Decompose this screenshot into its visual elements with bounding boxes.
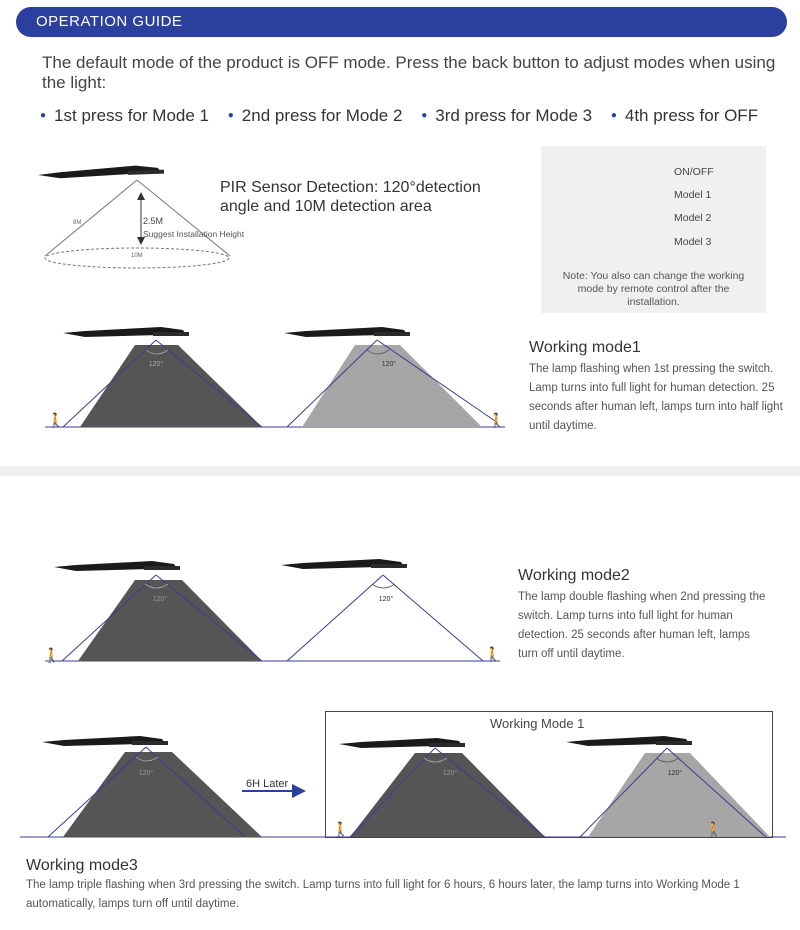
remote-note: Note: You also can change the working mode by remote control after the installation. [562, 270, 745, 308]
mode2-illustration [43, 559, 501, 664]
six-hours-later-label: 6H Later [246, 778, 289, 790]
working-mode1-box-label: Working Mode 1 [490, 716, 585, 731]
pir-height: 2.5M [143, 216, 164, 226]
mode2-description: The lamp double flashing when 2nd pressing the switch. Lamp turns into full light for human detection. 25 seconds after human left, lamps turn off until daytime. [518, 591, 766, 660]
pir-width: 10M [131, 253, 143, 259]
person-icon: 🚶 [705, 821, 723, 837]
section-divider [0, 466, 800, 476]
person-icon: 🚶 [43, 647, 61, 663]
mode2-title: Working mode2 [518, 567, 630, 584]
remote-label-model1: Model 1 [674, 189, 712, 201]
mode3-angle-c: 120° [667, 770, 683, 777]
press-item-2: ● 2nd press for Mode 2 [228, 106, 403, 125]
mode3-angle-b: 120° [442, 770, 458, 777]
mode3-angle-a: 120° [138, 770, 154, 777]
mode2-angle-b: 120° [378, 596, 394, 603]
person-icon: 🚶 [488, 412, 506, 428]
pir-height-note: Suggest Installation Height [143, 229, 245, 239]
mode1-title: Working mode1 [529, 339, 641, 356]
press-item-1: ● 1st press for Mode 1 [40, 106, 209, 125]
remote-label-onoff: ON/OFF [674, 166, 714, 178]
mode3-title: Working mode3 [26, 857, 138, 874]
person-icon: 🚶 [484, 646, 502, 662]
mode1-angle-b: 120° [381, 361, 397, 368]
person-icon: 🚶 [332, 821, 350, 837]
mode1-description: The lamp flashing when 1st pressing the switch. Lamp turns into full light for human detection. 25 seconds after human left, lamps turn into half light until daytime. [529, 363, 783, 432]
operation-guide-header: OPERATION GUIDE [16, 7, 787, 37]
pir-diagram [38, 165, 245, 268]
remote-label-model2: Model 2 [674, 212, 712, 224]
press-item-3: ● 3rd press for Mode 3 [421, 106, 592, 125]
pir-sensor-title: PIR Sensor Detection: 120°detection angle and 10M detection area [220, 179, 481, 215]
mode2-angle-a: 120° [152, 596, 168, 603]
mode1-illustration [45, 327, 505, 429]
remote-label-model3: Model 3 [674, 236, 712, 248]
mode1-angle-a: 120° [148, 361, 164, 368]
pir-left-length: 8M [73, 220, 82, 226]
press-item-4: ● 4th press for OFF [611, 106, 758, 125]
intro-text: The default mode of the product is OFF mode. Press the back button to adjust modes when using the light: [42, 53, 776, 92]
person-icon: 🚶 [47, 412, 65, 428]
mode3-description: The lamp triple flashing when 3rd pressing the switch. Lamp turns into full light for 6 hours, 6 hours later, the lamp turns into Working Mode 1 automatically, lamps turn off until daytime. [26, 879, 740, 910]
